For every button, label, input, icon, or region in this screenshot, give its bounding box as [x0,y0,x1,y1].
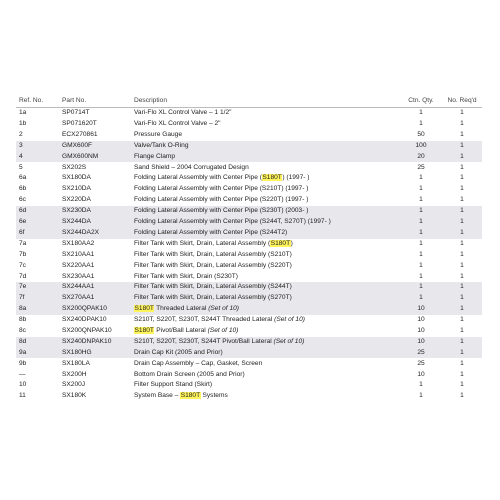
table-row [16,293,482,304]
description-cell [132,358,400,369]
description-text: Folding Lateral Assembly with Center Pipe (S244T, S270T) (1997- ) [134,218,331,226]
part-no-cell: SX180LA [62,359,90,367]
no-reqd-cell: 1 [442,293,482,304]
ctn-qty-cell: 1 [419,109,423,117]
ref-no-cell: 8d [16,337,62,348]
no-reqd-cell: 1 [460,272,464,280]
part-no-cell: SX220DA [62,196,91,204]
ref-no-cell: 5 [19,163,23,171]
no-reqd-cell: 1 [442,141,482,152]
description-text: Pressure Gauge [134,130,183,138]
set-note: (Set of 10) [208,305,239,313]
description-cell [132,119,400,130]
part-no-cell: SX270AA1 [62,293,132,304]
description-text: Filter Tank with Skirt, Drain, Lateral Assembly (S210T) [134,250,292,258]
table-row [16,141,482,152]
no-reqd-cell: 1 [460,359,464,367]
description-cell [132,282,400,293]
no-reqd-cell: 1 [442,228,482,239]
description-text: Folding Lateral Assembly with Center Pipe (S210T) (1997- ) [134,185,309,193]
ctn-qty-cell: 1 [400,217,442,228]
table-row [16,358,482,369]
set-note: (Set of 10) [274,316,305,324]
no-reqd-cell: 1 [442,304,482,315]
no-reqd-cell: 1 [460,109,464,117]
description-cell [132,304,400,315]
no-reqd-cell: 1 [442,337,482,348]
no-reqd-cell: 1 [442,206,482,217]
table-row [16,369,482,380]
part-no-cell: SX200J [62,381,86,389]
ctn-qty-cell: 1 [400,293,442,304]
part-no-cell: SX230DA [62,206,132,217]
ctn-qty-cell: 25 [417,163,425,171]
description-cell [132,250,400,261]
description-text: ) (1997- ) [282,174,310,182]
ref-no-cell: 7d [19,272,27,280]
ref-no-cell: 6e [16,217,62,228]
ctn-qty-cell: 1 [419,196,423,204]
ctn-qty-cell: 1 [419,174,423,182]
ctn-qty-cell: 1 [419,250,423,258]
description-cell [132,217,400,228]
ctn-qty-cell: 1 [400,206,442,217]
table-row [16,315,482,326]
ctn-qty-cell: 1 [400,282,442,293]
description-text: System Base – [134,392,181,400]
ctn-qty-cell: 1 [419,239,423,247]
description-cell [132,184,400,195]
table-row [16,228,482,239]
description-text: ) [290,239,293,247]
table-row [16,239,482,250]
part-no-cell: SX200QPAK10 [62,304,132,315]
table-row [16,173,482,184]
part-no-header: Part No. [62,96,132,108]
table-row [16,195,482,206]
part-no-cell: SX180DA [62,174,91,182]
description-text: Pivot/Ball Lateral [154,326,208,334]
table-row [16,130,482,141]
no-reqd-cell: 1 [460,174,464,182]
part-no-cell: SX230AA1 [62,272,95,280]
table-row [16,119,482,130]
ref-no-cell: 2 [19,130,23,138]
description-text: S210T, S220T, S230T, S244T Pivot/Ball Lateral [134,337,274,345]
set-note: (Set of 10) [273,337,305,345]
description-cell [132,195,400,206]
description-text: Valve/Tank O-Ring [134,141,189,149]
ctn-qty-cell: 25 [417,359,425,367]
ctn-qty-cell: 1 [419,272,423,280]
ref-no-cell: 7e [16,282,62,293]
table-row [16,271,482,282]
part-no-cell: SP0714T [62,109,90,117]
description-cell [132,228,400,239]
table-row [16,162,482,173]
table-row [16,337,482,348]
description-cell [132,206,400,217]
description-cell [132,315,400,326]
no-reqd-header: No. Req'd [442,96,482,108]
ref-no-cell: 7a [19,239,27,247]
table-row [16,304,482,315]
description-cell [132,173,400,184]
ctn-qty-cell: 25 [400,348,442,359]
part-no-cell: SP071620T [62,120,97,128]
description-cell [132,391,400,402]
no-reqd-cell: 1 [442,282,482,293]
highlighted-model: S180T [134,326,154,334]
ctn-qty-header: Ctn. Qty. [400,96,442,108]
description-cell [132,348,400,359]
part-no-cell: SX210DA [62,185,91,193]
no-reqd-cell: 1 [442,348,482,359]
ref-no-cell: 6b [19,185,27,193]
no-reqd-cell: 1 [460,196,464,204]
ctn-qty-cell: 10 [417,370,425,378]
description-header: Description [132,96,400,108]
description-text: Bottom Drain Screen (2005 and Prior) [134,370,245,378]
description-text: S210T, S220T, S230T, S244T Threaded Lateral [134,316,275,324]
description-text: Filter Tank with Skirt, Drain (S230T) [134,272,238,280]
ref-no-cell: 8c [19,326,26,334]
part-no-cell: SX210AA1 [62,250,95,258]
ctn-qty-cell: 10 [400,304,442,315]
description-cell [132,108,400,119]
part-no-cell: SX244DA [62,217,132,228]
no-reqd-cell: 1 [442,152,482,163]
ref-no-cell: 8a [16,304,62,315]
description-cell [132,239,400,250]
table-row [16,250,482,261]
no-reqd-cell: 1 [460,381,464,389]
description-cell [132,162,400,173]
table-row [16,108,482,119]
description-cell [132,141,400,152]
highlighted-model: S180T [262,174,282,182]
no-reqd-cell: 1 [460,239,464,247]
description-text: Filter Tank with Skirt, Drain, Lateral Assembly (S270T) [134,294,292,302]
description-text: Vari-Flo XL Control Valve – 1 1/2" [134,109,232,117]
description-text: Folding Lateral Assembly with Center Pipe (S230T) (2003- ) [134,207,309,215]
ref-no-cell: 3 [16,141,62,152]
no-reqd-cell: 1 [460,392,464,400]
ref-no-cell: 1a [19,109,27,117]
part-no-cell: SX200H [62,370,87,378]
ctn-qty-cell: 50 [417,130,425,138]
description-text: Flange Clamp [134,152,176,160]
part-no-cell: ECX270861 [62,130,98,138]
part-no-cell: SX240DPAK10 [62,316,107,324]
table-row [16,326,482,337]
header-row [16,96,482,108]
description-cell [132,260,400,271]
description-text: Folding Lateral Assembly with Center Pipe (S244T2) [134,228,288,236]
ref-no-cell: 8b [19,316,27,324]
part-no-cell: SX202S [62,163,87,171]
ctn-qty-cell: 100 [400,141,442,152]
table-row [16,217,482,228]
part-no-cell: SX180AA2 [62,239,95,247]
ctn-qty-cell: 10 [400,337,442,348]
description-text: Sand Shield – 2004 Corrugated Design [134,163,249,171]
description-text: Folding Lateral Assembly with Center Pipe ( [134,174,262,182]
no-reqd-cell: 1 [460,250,464,258]
ctn-qty-cell: 1 [419,381,423,389]
ctn-qty-cell: 10 [417,326,425,334]
no-reqd-cell: 1 [460,185,464,193]
ref-no-cell: 4 [16,152,62,163]
part-no-cell: SX220AA1 [62,261,95,269]
description-cell [132,130,400,141]
table-row [16,260,482,271]
no-reqd-cell: 1 [460,316,464,324]
no-reqd-cell: 1 [460,130,464,138]
ref-no-cell: 6d [16,206,62,217]
description-cell [132,337,400,348]
description-text: Filter Support Stand (Skirt) [134,381,213,389]
description-text: Systems [200,392,228,400]
part-no-cell: SX244DA2X [62,228,132,239]
part-no-cell: SX244AA1 [62,282,132,293]
ref-no-cell: 7f [16,293,62,304]
ctn-qty-cell: 1 [419,185,423,193]
description-text: Filter Tank with Skirt, Drain, Lateral Assembly (S220T) [134,261,292,269]
description-cell [132,380,400,391]
description-cell [132,152,400,163]
ref-no-header: Ref. No. [16,96,62,108]
part-no-cell: SX180HG [62,348,132,359]
no-reqd-cell: 1 [460,326,464,334]
highlighted-model: S180T [270,239,291,247]
parts-list [16,96,482,402]
ctn-qty-cell: 1 [419,392,423,400]
table-row [16,152,482,163]
ref-no-cell: 10 [19,381,27,389]
ref-no-cell: 6c [19,196,26,204]
no-reqd-cell: 1 [460,370,464,378]
ctn-qty-cell: 1 [400,228,442,239]
table-row [16,184,482,195]
no-reqd-cell: 1 [460,261,464,269]
no-reqd-cell: 1 [442,217,482,228]
part-no-cell: SX240DNPAK10 [62,337,132,348]
no-reqd-cell: 1 [460,163,464,171]
description-text: Threaded Lateral [154,305,209,313]
no-reqd-cell: 1 [460,120,464,128]
description-cell [132,326,400,337]
ref-no-cell: 1b [19,120,27,128]
table-row [16,282,482,293]
description-cell [132,369,400,380]
ref-no-cell: 7c [19,261,26,269]
table-row [16,348,482,359]
table-row [16,206,482,217]
ref-no-cell: 7b [19,250,27,258]
ctn-qty-cell: 1 [419,261,423,269]
set-note: (Set of 10) [207,326,239,334]
description-text: Drain Cap Kit (2005 and Prior) [134,348,223,356]
ref-no-cell: — [19,370,26,378]
description-text: Vari-Flo XL Control Valve – 2" [134,120,221,128]
ref-no-cell: 6a [19,174,27,182]
part-no-cell: GMX600F [62,141,132,152]
description-text: Filter Tank with Skirt, Drain, Lateral Assembly ( [134,239,271,247]
description-text: Drain Cap Assembly – Cap, Gasket, Screen [134,359,263,367]
highlighted-model: S180T [180,392,201,400]
parts-rows [16,108,482,403]
highlighted-model: S180T [134,305,154,313]
table-row [16,380,482,391]
part-no-cell: GMX600NM [62,152,132,163]
parts-table [16,96,482,402]
ref-no-cell: 9b [19,359,27,367]
ctn-qty-cell: 1 [419,120,423,128]
ctn-qty-cell: 10 [417,316,425,324]
description-cell [132,293,400,304]
table-row [16,391,482,402]
part-no-cell: SX180K [62,392,87,400]
part-no-cell: SX200QNPAK10 [62,326,112,334]
description-text: Folding Lateral Assembly with Center Pipe (S220T) (1997- ) [134,196,309,204]
ref-no-cell: 9a [16,348,62,359]
ctn-qty-cell: 20 [400,152,442,163]
description-cell [132,271,400,282]
ref-no-cell: 11 [19,392,26,400]
ref-no-cell: 6f [16,228,62,239]
description-text: Filter Tank with Skirt, Drain, Lateral Assembly (S244T) [134,283,292,291]
